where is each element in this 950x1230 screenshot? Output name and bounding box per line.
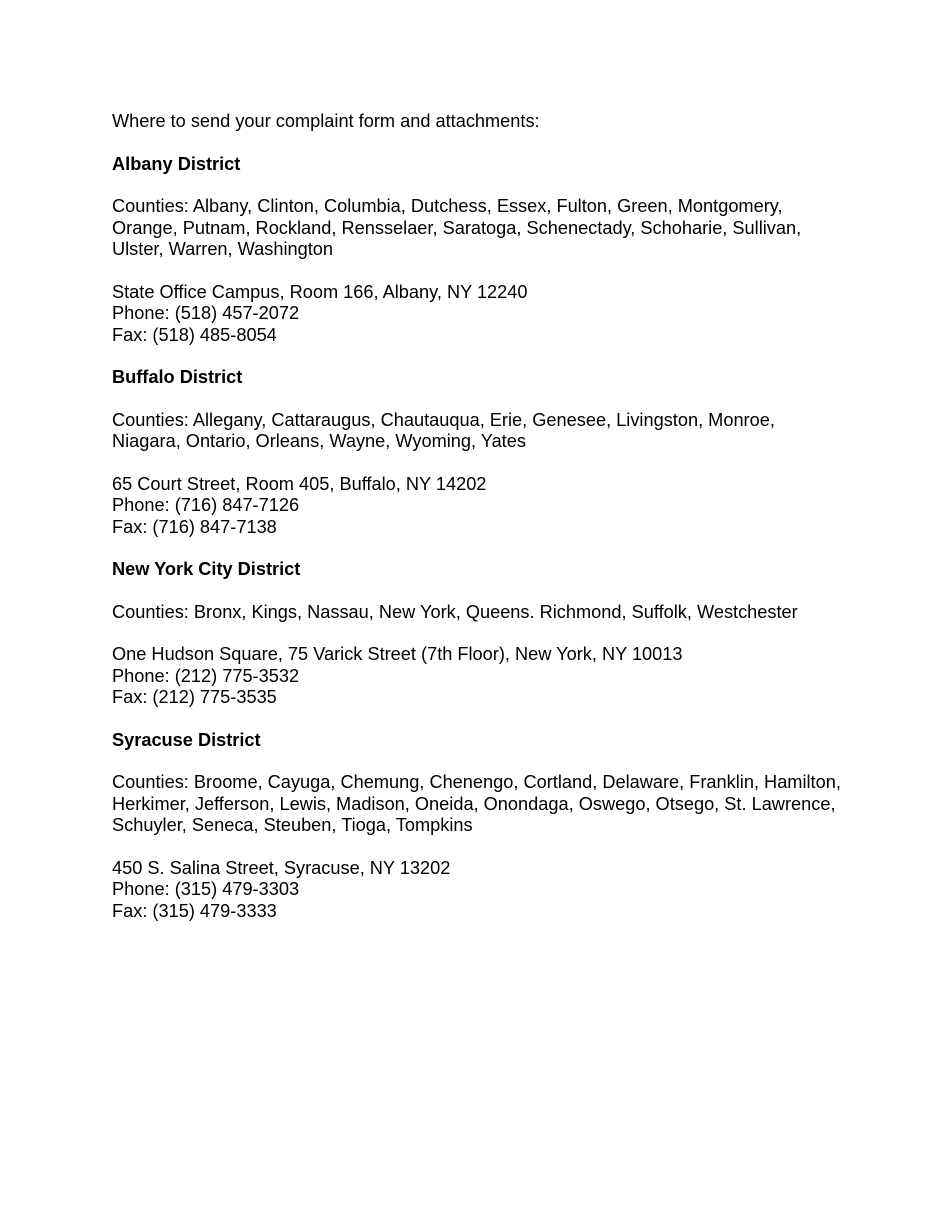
district-new-york-city <box>112 559 842 709</box>
district-contact <box>112 644 842 709</box>
district-counties: Counties: Broome, Cayuga, Chemung, Chenengo, Cortland, Delaware, Franklin, Hamilton, Herkimer, Jefferson, Lewis, Madison, Oneida, Onondaga, Oswego, Otsego, St. Lawrence, Schuyler, Seneca, Steuben, Tioga, Tompkins <box>112 772 841 835</box>
district-phone: Phone: (716) 847-7126 <box>112 495 300 515</box>
district-buffalo <box>112 367 842 538</box>
district-heading: New York City District <box>112 559 301 579</box>
district-fax: Fax: (315) 479-3333 <box>112 900 277 921</box>
district-counties: Counties: Allegany, Cattaraugus, Chautauqua, Erie, Genesee, Livingston, Monroe, Niagara, Ontario, Orleans, Wayne, Wyoming, Yates <box>112 409 775 451</box>
document-page <box>112 111 842 943</box>
district-contact <box>112 474 842 539</box>
district-heading: Buffalo District <box>112 367 243 387</box>
district-address: State Office Campus, Room 166, Albany, NY 12240 <box>112 281 528 302</box>
district-address: 65 Court Street, Room 405, Buffalo, NY 14202 <box>112 473 487 494</box>
district-counties: Counties: Bronx, Kings, Nassau, New York, Queens. Richmond, Suffolk, Westchester <box>112 601 798 622</box>
district-syracuse <box>112 730 842 923</box>
district-contact <box>112 858 842 923</box>
district-contact <box>112 282 842 347</box>
district-fax: Fax: (716) 847-7138 <box>112 516 277 537</box>
district-phone: Phone: (518) 457-2072 <box>112 303 300 323</box>
district-address: 450 S. Salina Street, Syracuse, NY 13202 <box>112 857 451 878</box>
district-heading: Syracuse District <box>112 729 261 750</box>
district-fax: Fax: (518) 485-8054 <box>112 324 277 345</box>
district-fax: Fax: (212) 775-3535 <box>112 687 277 707</box>
district-address: One Hudson Square, 75 Varick Street (7th Floor), New York, NY 10013 <box>112 644 683 664</box>
intro-text: Where to send your complaint form and attachments: <box>112 111 540 131</box>
district-phone: Phone: (315) 479-3303 <box>112 879 300 899</box>
district-counties: Counties: Albany, Clinton, Columbia, Dutchess, Essex, Fulton, Green, Montgomery, Orange, Putnam, Rockland, Rensselaer, Saratoga, Schenectady, Schoharie, Sullivan, Ulster, Warren, Washington <box>112 196 802 259</box>
district-phone: Phone: (212) 775-3532 <box>112 665 300 686</box>
district-albany <box>112 154 842 347</box>
district-heading: Albany District <box>112 153 241 174</box>
